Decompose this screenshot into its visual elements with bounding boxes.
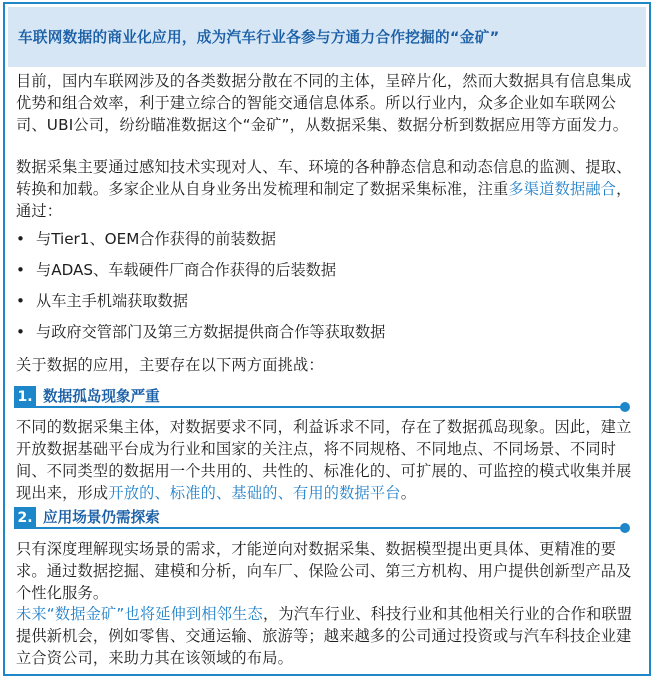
intro-paragraph: 目前，国内车联网涉及的各类数据分散在不同的主体，呈碎片化，然而大数据具有信息集成优势和组合效率，利于建立综合的智能交通信息体系。所以行业内，众多企业如车联网公司、UBI公司，纷纷瞄准数据这个“金矿”，从数据采集、数据分析到数据应用等方面发力。 (16, 72, 632, 134)
section2-paragraph: 只有深度理解现实场景的需求，才能逆向对数据采集、数据模型提出更具体、更精准的要求。通过数据挖掘、建模和分析，向车厂、保险公司、第三方机构、用户提供创新型产品及个性化服务。 (16, 540, 632, 602)
section-dot-icon (620, 402, 630, 412)
title-bar (8, 7, 646, 67)
section-underline (36, 406, 625, 408)
section-number: 2. (14, 507, 36, 529)
section-dot-icon (620, 523, 630, 533)
list-item (16, 290, 188, 312)
list-item-text: 与政府交管部门及第三方数据提供商合作等获取数据 (36, 323, 386, 341)
list-item (16, 321, 385, 343)
article-frame (3, 2, 651, 676)
data-collection-text: 数据采集主要通过感知技术实现对人、车、环境的各种静态信息和动态信息的监测、提取、转换和加载。多家企业从自身业务出发梳理和制定了数据采集标准，注重 (16, 158, 632, 198)
section-underline (36, 527, 625, 529)
section-number: 1. (14, 386, 36, 408)
section1-paragraph (16, 416, 641, 504)
section-title: 应用场景仍需探索 (43, 509, 160, 526)
list-item-text: 与ADAS、车载硬件厂商合作获得的后装数据 (36, 261, 337, 279)
bullet-icon: • (16, 323, 25, 341)
section-title: 数据孤岛现象严重 (43, 388, 160, 405)
section1-text: 不同的数据采集主体，对数据要求不同，利益诉求不同，存在了数据孤岛现象。因此，建立开放数据基础平台成为行业和国家的关注点，将不同规格、不同地点、不同场景、不同时间、不同类型的数据用一个共用的、共性的、标准化的、可扩展的、可监控的模式收集并展现出来，形成 (16, 418, 632, 502)
section-header-1 (14, 386, 630, 408)
data-collection-paragraph (16, 156, 641, 222)
data-collection-tail: ，通过： (16, 180, 632, 220)
future-highlight: 未来“数据金矿”也将延伸到相邻生态 (16, 605, 263, 623)
future-text: ，为汽车行业、科技行业和其他相关行业的合作和联盟提供新机会，例如零售、交通运输、旅游等；越来越多的公司通过投资或与汽车科技企业建立合资公司，来助力其在该领域的布局。 (16, 605, 633, 667)
future-paragraph (16, 603, 641, 669)
bullet-icon: • (16, 292, 25, 310)
list-item (16, 228, 276, 250)
list-item-text: 与Tier1、OEM合作获得的前装数据 (36, 230, 276, 248)
bullet-icon: • (16, 261, 25, 279)
list-item-text: 从车主手机端获取数据 (36, 292, 188, 310)
challenges-intro: 关于数据的应用，主要存在以下两方面挑战： (16, 356, 324, 374)
section-header-2 (14, 507, 630, 529)
bullet-icon: • (16, 230, 25, 248)
open-platform-highlight: 开放的、标准的、基础的、有用的数据平台 (108, 484, 401, 502)
section1-tail: 。 (400, 484, 417, 502)
article-title: 车联网数据的商业化应用，成为汽车行业各参与方通力合作挖掘的“金矿” (18, 29, 500, 46)
list-item (16, 259, 336, 281)
multi-channel-highlight: 多渠道数据融合 (508, 180, 617, 198)
